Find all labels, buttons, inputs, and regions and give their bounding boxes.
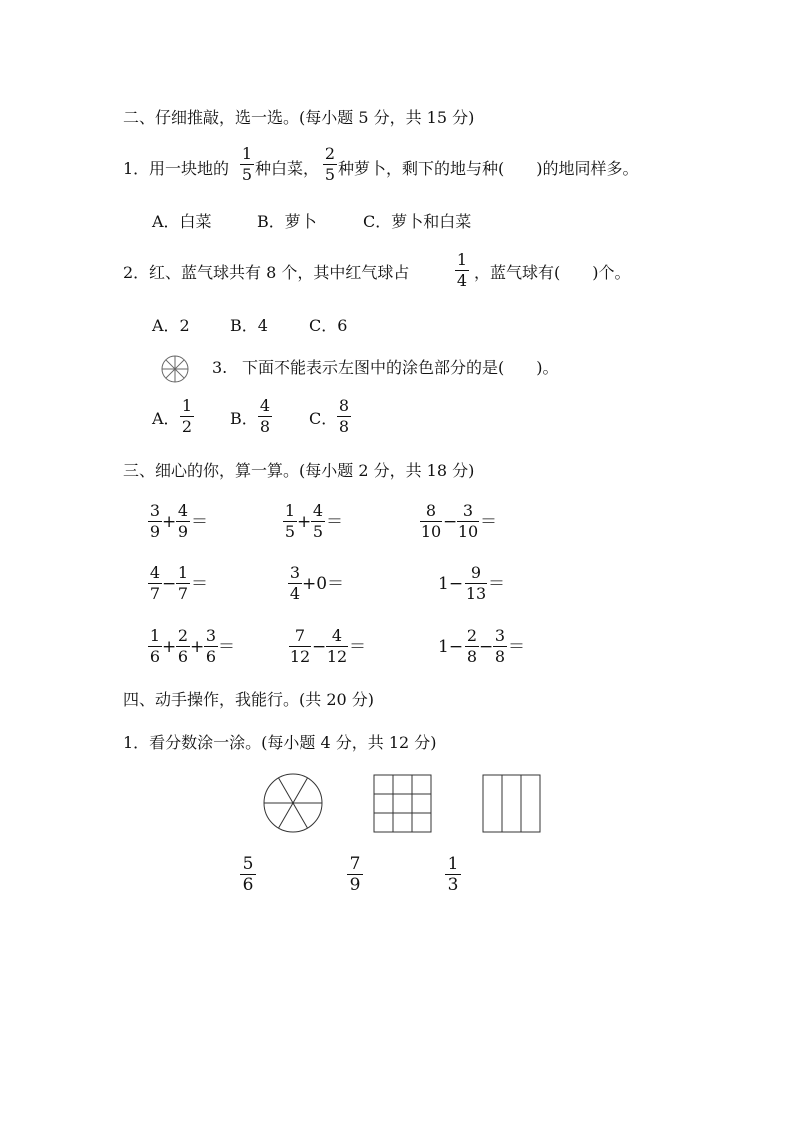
operator: −	[479, 637, 494, 657]
q2-number: 2．	[123, 263, 150, 282]
fraction-label-3	[445, 855, 461, 894]
section-4-q1: 1．看分数涂一涂。(每小题 4 分，共 12 分)	[123, 733, 437, 752]
numerator: 7	[349, 854, 361, 874]
q2-text-2: ，蓝气球有( )个。	[474, 263, 631, 282]
equals: ＝	[191, 512, 208, 532]
denominator: 2	[181, 417, 193, 436]
q3-option-a-fraction[interactable]	[180, 397, 194, 436]
section-3-title: 三、细心的你，算一算。(每小题 2 分，共 18 分)	[123, 461, 475, 480]
denominator: 6	[242, 875, 254, 895]
section-2-title: 二、仔细推敲，选一选。(每小题 5 分，共 15 分)	[123, 108, 475, 127]
q1-text-2: 种白菜，	[255, 159, 320, 178]
operator: −	[162, 574, 177, 594]
operator: +	[297, 512, 312, 532]
denominator: 5	[324, 165, 336, 184]
q1-number: 1．	[123, 159, 150, 178]
equals: ＝	[191, 574, 208, 594]
q1-fraction-2	[323, 145, 337, 184]
q1-fraction-1	[240, 145, 254, 184]
q1-option-a[interactable]: A．白菜	[152, 212, 212, 231]
fraction: 4 12	[326, 626, 348, 666]
operator: −	[312, 637, 327, 657]
q3-option-a-label[interactable]: A．	[152, 409, 180, 428]
fraction-label-2	[347, 855, 363, 894]
operator: +	[162, 637, 177, 657]
fraction: 4 9	[177, 501, 189, 541]
equals: ＝	[508, 637, 525, 657]
numerator: 2	[324, 144, 336, 163]
denominator: 8	[338, 417, 350, 436]
fraction: 8 10	[420, 501, 442, 541]
equals: ＝	[218, 637, 235, 657]
fraction: 2 6	[177, 626, 189, 666]
fraction: 3 10	[457, 501, 479, 541]
operator: +0＝	[302, 574, 345, 594]
numerator: 4	[259, 396, 271, 415]
numerator: 1	[456, 250, 468, 269]
section-4-title: 四、动手操作，我能行。(共 20 分)	[123, 690, 375, 709]
numerator: 5	[242, 854, 254, 874]
denominator: 9	[349, 875, 361, 895]
fraction-label-1	[240, 855, 256, 894]
fraction: 1 7	[177, 563, 189, 603]
numerator: 1	[241, 144, 253, 163]
q2-option-b[interactable]: B．4	[230, 316, 268, 335]
fraction: 1 5	[284, 501, 296, 541]
operator: 1−	[438, 637, 464, 657]
equals: ＝	[480, 512, 497, 532]
q3-option-b-fraction[interactable]	[258, 397, 272, 436]
q2-option-c[interactable]: C．6	[309, 316, 348, 335]
numerator: 8	[338, 396, 350, 415]
grid-ninths-figure[interactable]	[373, 774, 433, 834]
q1-option-b[interactable]: B．萝卜	[257, 212, 317, 231]
operator: 1−	[438, 574, 464, 594]
fraction: 7 12	[289, 626, 311, 666]
q1-text-1: 用一块地的	[149, 159, 230, 178]
q3-option-c-fraction[interactable]	[337, 397, 351, 436]
fraction: 3 4	[289, 563, 301, 603]
q3-option-b-label[interactable]: B．	[230, 409, 258, 428]
fraction: 2 8	[466, 626, 478, 666]
q3-number: 3.	[212, 358, 228, 377]
q3-option-c-label[interactable]: C．	[309, 409, 338, 428]
fraction: 9 13	[465, 563, 487, 603]
equals: ＝	[326, 512, 343, 532]
denominator: 5	[241, 165, 253, 184]
equals: ＝	[349, 637, 366, 657]
rectangle-thirds-figure[interactable]	[482, 774, 542, 834]
operator: +	[190, 637, 205, 657]
q1-text-3: 种萝卜，剩下的地与种( )的地同样多。	[338, 159, 639, 178]
circle-eighths-figure	[160, 354, 190, 384]
fraction: 3 8	[494, 626, 506, 666]
fraction: 4 5	[312, 501, 324, 541]
equals: ＝	[488, 574, 505, 594]
denominator: 8	[259, 417, 271, 436]
q2-option-a[interactable]: A．2	[152, 316, 190, 335]
fraction: 3 9	[149, 501, 161, 541]
q3-text: 下面不能表示左图中的涂色部分的是( )。	[242, 358, 559, 377]
denominator: 4	[456, 271, 468, 290]
numerator: 1	[181, 396, 193, 415]
fraction: 3 6	[205, 626, 217, 666]
denominator: 3	[447, 875, 459, 895]
q2-text-1: 红、蓝气球共有 8 个，其中红气球占	[149, 263, 410, 282]
circle-sixths-figure[interactable]	[262, 772, 324, 834]
operator: −	[443, 512, 458, 532]
fraction: 4 7	[149, 563, 161, 603]
numerator: 1	[447, 854, 459, 874]
fraction: 1 6	[149, 626, 161, 666]
operator: +	[162, 512, 177, 532]
q2-fraction	[455, 251, 469, 290]
q1-option-c[interactable]: C．萝卜和白菜	[363, 212, 472, 231]
